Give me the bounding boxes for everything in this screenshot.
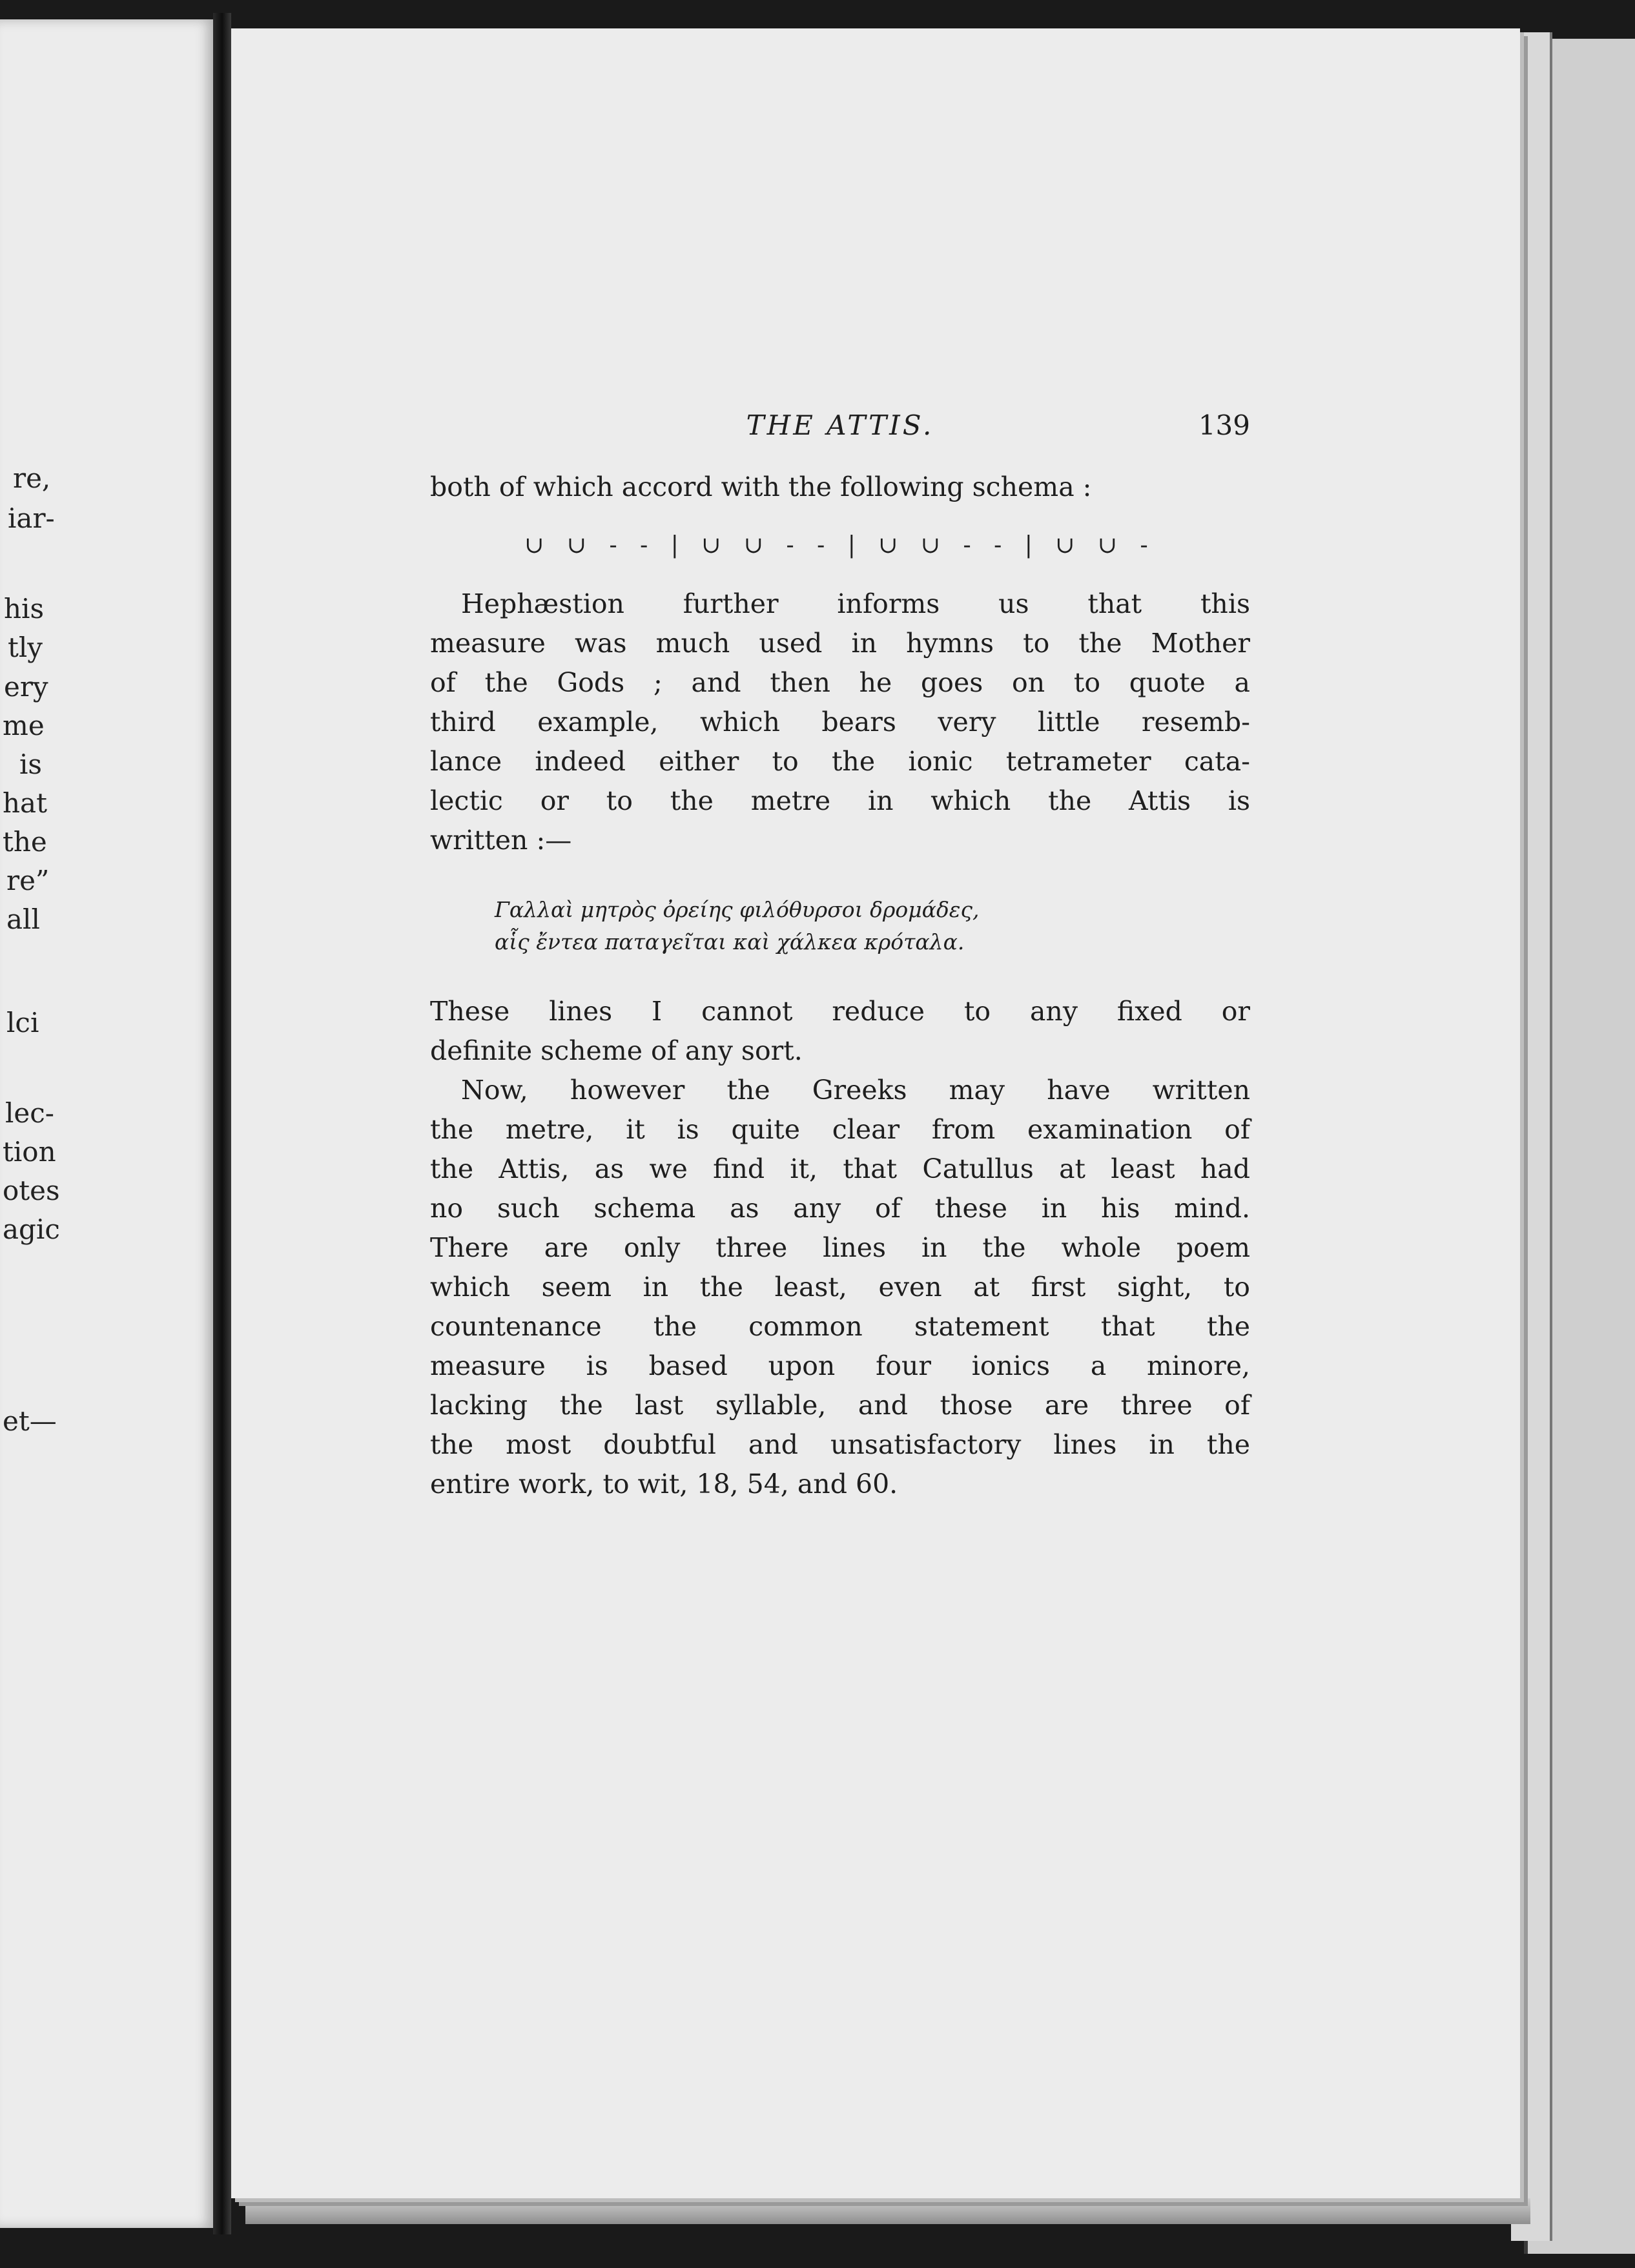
left-fragment: lec- (5, 1097, 55, 1129)
text-line: third example, which bears very little resemb- (430, 706, 1250, 737)
text-line: Hephæstion further informs us that this (461, 588, 1250, 619)
text-line: which seem in the least, even at first sight, to (430, 1272, 1250, 1303)
text-line: lacking the last syllable, and those are three of (430, 1390, 1250, 1421)
left-fragment: agic (3, 1213, 60, 1245)
left-fragment: iar- (8, 502, 55, 534)
left-fragment: tly (8, 632, 43, 663)
greek-quote-line: αἷς ἔντεα παταγεῖται καὶ χάλκεα κρόταλα. (495, 929, 965, 954)
body-text (430, 468, 1250, 1504)
metrical-schema: ∪ ∪ - - | ∪ ∪ - - | ∪ ∪ - - | ∪ ∪ - (524, 532, 1156, 559)
page-bottom-edge (245, 2198, 1530, 2224)
left-fragment: lci (6, 1007, 39, 1038)
left-fragment: hat (3, 787, 47, 819)
text-line: the Attis, as we find it, that Catullus at least had (430, 1153, 1250, 1184)
left-fragment: his (4, 593, 45, 624)
left-fragment: re, (13, 462, 51, 494)
running-head (430, 409, 1250, 448)
text-line: countenance the common statement that the (430, 1311, 1250, 1342)
text-line: These lines I cannot reduce to any fixed or (430, 996, 1250, 1027)
left-fragment: the (3, 826, 47, 858)
text-line: definite scheme of any sort. (430, 1035, 803, 1066)
text-line: no such schema as any of these in his mind. (430, 1193, 1250, 1224)
left-fragment: me (3, 710, 45, 741)
text-line: measure is based upon four ionics a minore, (430, 1350, 1250, 1381)
left-fragment: ery (4, 671, 48, 703)
left-fragment: all (6, 903, 40, 935)
text-line: the metre, it is quite clear from examination of (430, 1114, 1250, 1145)
greek-quote-line: Γαλλαὶ μητρὸς ὀρείης φιλόθυρσοι δρομάδες, (495, 897, 980, 922)
text-line: Now, however the Greeks may have written (461, 1075, 1250, 1106)
text-line: of the Gods ; and then he goes on to quote a (430, 667, 1250, 698)
left-fragment: re” (6, 865, 50, 896)
text-line: entire work, to wit, 18, 54, and 60. (430, 1469, 898, 1500)
text-line: written :— (430, 825, 572, 856)
left-fragment: otes (3, 1175, 60, 1206)
text-line: lance indeed either to the ionic tetrameter cata- (430, 746, 1250, 777)
text-line: the most doubtful and unsatisfactory lines in the (430, 1429, 1250, 1460)
text-line: measure was much used in hymns to the Mother (430, 628, 1250, 659)
book-gutter (213, 13, 231, 2234)
left-fragment: et— (3, 1405, 57, 1437)
text-line: lectic or to the metre in which the Attis is (430, 785, 1250, 816)
left-page (0, 19, 216, 2228)
intro-line: both of which accord with the following schema : (430, 471, 1092, 502)
book-page (231, 28, 1520, 2198)
running-head-title: THE ATTIS. (746, 409, 934, 441)
left-fragment: tion (3, 1136, 56, 1168)
page-number: 139 (1198, 409, 1250, 441)
left-fragment: is (19, 748, 42, 780)
text-line: There are only three lines in the whole poem (430, 1232, 1250, 1263)
